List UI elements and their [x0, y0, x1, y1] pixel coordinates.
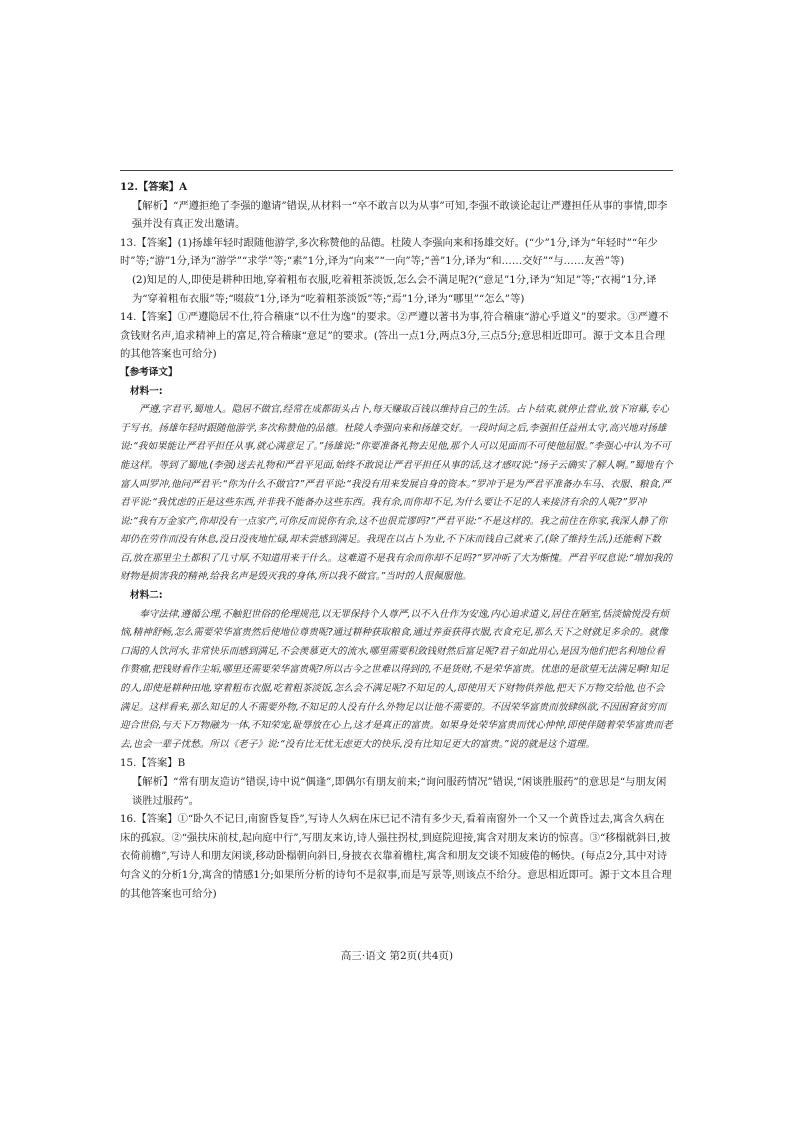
- q12-analysis: 【解析】“严遵拒绝了李强的邀请”错误,从材料一“卒不敢言以为从事”可知,李强不敢谈论起让严遵担任从事的事情,即李强并没有真正发出邀请。: [132, 199, 668, 231]
- header-rule: [120, 170, 673, 171]
- q13-answer-1: 13.【答案】(1)扬雄年轻时跟随他游学,多次称赞他的品德。杜陵人李强向来和扬雄交好。(“少”1分,译为“年轻时”“年少时”等;“游”1分,译为“游学”“求学”等;“素”1分,译为“向来”“一向”等;“善”1分,译为“和……交好”“与……友善”等): [120, 236, 658, 268]
- q15-answer: 15.【答案】B: [120, 757, 186, 770]
- question-12: [120, 178, 673, 234]
- q12-answer: 12.【答案】A: [120, 181, 188, 193]
- page-footer: 高三·语文 第2页(共4页): [340, 950, 454, 962]
- material-2-title: 材料二:: [130, 590, 163, 602]
- q16-answer: 16.【答案】①“卧久不记日,南窗昏复昏”,写诗人久病在床已记不清有多少天,看着南窗外一个又一个黄昏过去,寓含久病在床的孤寂。②“强扶床前杖,起向庭中行”,写朋友来访,诗人强拄拐杖,到庭院迎接,寓含对朋友来访的惊喜。③“移榻就斜日,披衣倚前檐”,写诗人和朋友闲谈,移动卧榻朝向斜日,身披衣衣靠着檐柱,寓含和朋友交谈不知疲倦的畅快。(每点2分,其中对诗句含义的分析1分,寓含的情感1分;如果所分析的诗句不是叙事,而是写景等,则该点不给分。意思相近即可。源于文本且合理的其他答案也可给分): [120, 813, 672, 900]
- material-1-text: 严遵,字君平,蜀地人。隐居不做官,经常在成都街头占卜,每天赚取百钱以维持自己的生活。占卜结束,就停止营业,放下帘幕,专心于写书。扬雄年轻时跟随他游学,多次称赞他的品德。杜陵人李强向来和扬雄交好。一段时间之后,李强担任益州太守,高兴地对扬雄说:“我如果能让严君平担任从事,就心满意足了。”扬雄说:“你要准备礼物去见他,那个人可以见面而不可使他屈服。”李强心中认为不可能这样。等到了蜀地,(李强)送去礼物和严君平见面,始终不敢说让严君平担任从事的话,这才感叹说:“扬子云确实了解人啊。”蜀地有个富人叫罗冲,他问严君平:“你为什么不做官?”严君平说:“我没有用来发展自身的资本。”罗冲于是为严君平准备办车马、衣服、粮食,严君平说:“我忧虑的正是这些东西,并非我不能备办这些东西。我有余,而你却不足,为什么要让不足的人来接济有余的人呢?”罗冲说:“我有万金家产,你却没有一点家产,可你反而说你有余,这不也很荒谬吗?”严君平说:“不是这样的。我之前住在你家,我深人静了你却仍在劳作而没有休息,没日没夜地忙碌,却未尝感到满足。我现在以占卜为业,不下床而钱自己就来了,(除了维持生活,)还能剩下数百,放在那里尘土都积了几寸厚,不知道用来干什么。这难道不是我有余而你却不足吗?”罗冲听了大为惭愧。严君平叹息说:“增加我的财物是损害我的精神,给我名声是毁灭我的身体,所以我不做官。”当时的人很佩服他。: [120, 404, 673, 583]
- question-15: [120, 754, 673, 810]
- translation-heading: 【参考译文】: [120, 366, 178, 378]
- page-content: [120, 178, 673, 903]
- q15-analysis: 【解析】“常有朋友造访”错误,诗中说“偶逢”,即偶尔有朋友前来;“询问服药情况”错误,“闲谈胜服药”的意思是“与朋友闲谈胜过服药”。: [132, 776, 667, 807]
- question-13: [120, 234, 673, 308]
- reference-translation: [120, 364, 673, 754]
- material-1-title: 材料一:: [130, 385, 163, 397]
- material-2-text: 奉守法律,遵循公理,不触犯世俗的伦理规范,以无罪保持个人尊严,以不入仕作为安逸,内心追求道义,居住在陋室,恬淡愉悦没有烦恼,精神舒畅,怎么需要荣华富贵然后使地位尊贵呢?通过耕种获取粮食,通过养蚕获得衣服,衣食充足,那么天下之财就足多余的。就像口渴的人饮河水,非常快乐而感到满足,不会羡慕更大的流水,哪里需要积敛钱财然后富足呢?君子如此用心,是因为他们把名利地位看作赘瘤,把钱财看作尘垢,哪里还需要荣华富贵呢?所以古今之世难以得到的,不是货财,不是荣华富贵。忧患的是欲望无法满足啊!知足的人,即使是耕种田地,穿着粗布衣服,吃着粗茶淡饭,怎么会不满足呢?不知足的人,即使用天下财物供养他,把天下万物交给他,也不会满足。这样看来,那么知足的人不需要外物,不知足的人没有什么外物足以让他不需要的。不因荣华富贵而放肆纵欲,不因困窘贫穷而迎合世俗,与天下万物融为一体,不知荣宠,耻辱放在心上,这才是真正的富贵。如果身处荣华富贵而忧心忡忡,即使伴随着荣华富贵而老去,也会一辈子忧愁。所以《老子》说:“没有比无忧无虑更大的快乐,没有比知足更大的富贵。”说的就是这个道理。: [120, 608, 673, 750]
- q14-answer: 14.【答案】①严遵隐居不仕,符合稽康“以不仕为逸”的要求。②严遵以著书为事,符合稽康“游心乎道义”的要求。③严遵不贪钱财名声,追求精神上的富足,符合稽康“意足”的要求。(答出一点1分,两点3分,三点5分;意思相近即可。源于文本且合理的其他答案也可给分): [120, 311, 669, 361]
- question-14: [120, 308, 673, 364]
- question-16: [120, 810, 673, 903]
- q13-answer-2: (2)知足的人,即使是耕种田地,穿着粗布衣服,吃着粗茶淡饭,怎么会不满足呢?(“意足”1分,译为“知足”等;“衣褐”1分,译为“穿着粗布衣服”等;“啜菽”1分,译为“吃着粗茶淡饭”等;“焉”1分,译为“哪里”“怎么”等): [132, 273, 657, 305]
